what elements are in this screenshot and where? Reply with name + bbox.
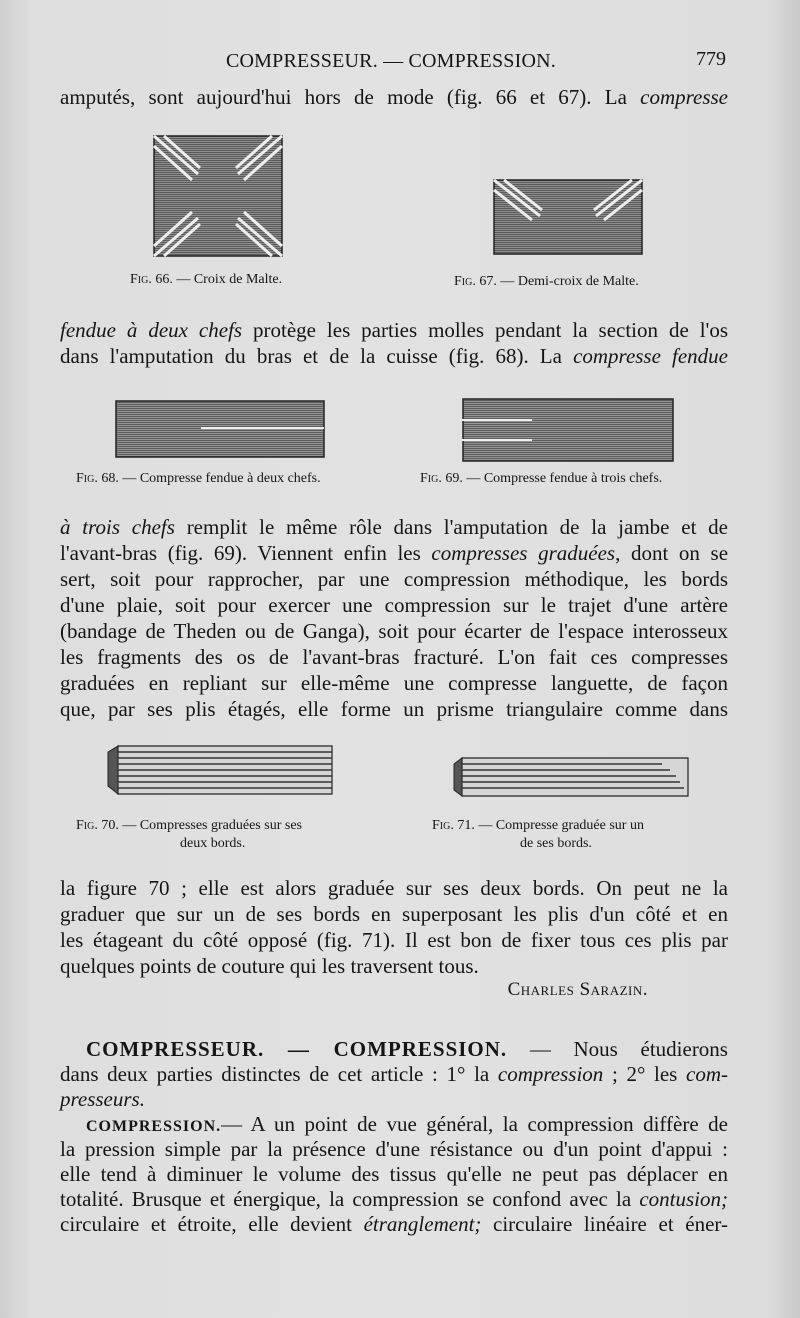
text-line: à trois chefs remplit le même rôle dans l'amputation de la jambe et de (60, 515, 728, 539)
text-line: circulaire et étroite, elle devient étranglement; circulaire linéaire et éner- (60, 1212, 728, 1236)
figure-67-caption: Fig. 67. — Demi-croix de Malte. (454, 274, 639, 289)
text-line: quelques points de couture qui les traversent tous. (60, 954, 479, 978)
text-line: les étageant du côté opposé (fig. 71). Il est bon de fixer tous ces plis par (60, 928, 728, 952)
figure-70-graded-compresses-both-edges (104, 742, 336, 800)
figure-71-graded-compress-one-edge (452, 750, 692, 802)
figure-66-maltese-cross (152, 134, 284, 258)
figure-67-half-maltese-cross (492, 178, 644, 256)
text-line: presseurs. (60, 1087, 145, 1111)
figure-70-caption: Fig. 70. — Compresses graduées sur ses (76, 818, 302, 833)
page-number: 779 (696, 48, 726, 70)
text-line: sert, soit pour rapprocher, par une compression méthodique, les bords (60, 567, 728, 591)
figure-71-caption: Fig. 71. — Compresse graduée sur un (432, 818, 644, 833)
text-line: dans deux parties distinctes de cet article : 1° la compression ; 2° les com- (60, 1062, 728, 1086)
figure-66-caption: Fig. 66. — Croix de Malte. (130, 272, 283, 287)
figure-69-caption: Fig. 69. — Compresse fendue à trois chefs. (420, 471, 663, 486)
text-line: totalité. Brusque et énergique, la compression se confond avec la contusion; (60, 1187, 728, 1211)
figure-68-caption: Fig. 68. — Compresse fendue à deux chefs. (76, 471, 321, 486)
figure-69-split-compress-three-tails (462, 398, 674, 462)
text-line: dans l'amputation du bras et de la cuisse (fig. 68). La compresse fendue (60, 344, 729, 368)
author-signature: Charles Sarazin. (507, 979, 648, 1000)
text-line: elle tend à diminuer le volume des tissus qu'elle ne peut pas déplacer en (60, 1162, 728, 1186)
text-line: la pression simple par la présence d'une résistance ou d'un point d'appui : (60, 1137, 728, 1161)
page-header (60, 46, 728, 76)
article-heading: COMPRESSEUR. — COMPRESSION. (86, 1037, 508, 1061)
section-heading: COMPRESSION. (86, 1118, 222, 1135)
text-line: que, par ses plis étagés, elle forme un prisme triangulaire comme dans (60, 697, 728, 721)
text-line: fendue à deux chefs protège les parties molles pendant la section de l'os (60, 318, 728, 342)
figure-70-caption-cont: deux bords. (180, 836, 246, 851)
text-line: la figure 70 ; elle est alors graduée sur ses deux bords. On peut ne la (60, 876, 728, 900)
figure-71-caption-cont: de ses bords. (520, 836, 592, 851)
text-line: graduer que sur un de ses bords en superposant les plis d'un côté et en (60, 902, 728, 926)
text-line: d'une plaie, soit pour exercer une compression sur le trajet d'une artère (60, 593, 728, 617)
figure-68-split-compress-two-tails (115, 400, 325, 458)
section-heading-line: COMPRESSION.— A un point de vue général, la compression diffère de (60, 1111, 728, 1140)
text-line: l'avant-bras (fig. 69). Viennent enfin les compresses graduées, dont on se (60, 541, 729, 565)
article-heading-line: COMPRESSEUR. — COMPRESSION. — Nous étudierons (60, 1036, 728, 1062)
text-line: amputés, sont aujourd'hui hors de mode (fig. 66 et 67). La compresse (60, 85, 728, 109)
text-line: (bandage de Theden ou de Ganga), soit pour écarter de l'espace interosseux (60, 619, 728, 643)
text-line: graduées en repliant sur elle-même une compresse languette, de façon (60, 671, 728, 695)
running-title: COMPRESSEUR. — COMPRESSION. (226, 50, 556, 72)
text-line: les fragments des os de l'avant-bras fracturé. L'on fait ces compresses (60, 645, 728, 669)
